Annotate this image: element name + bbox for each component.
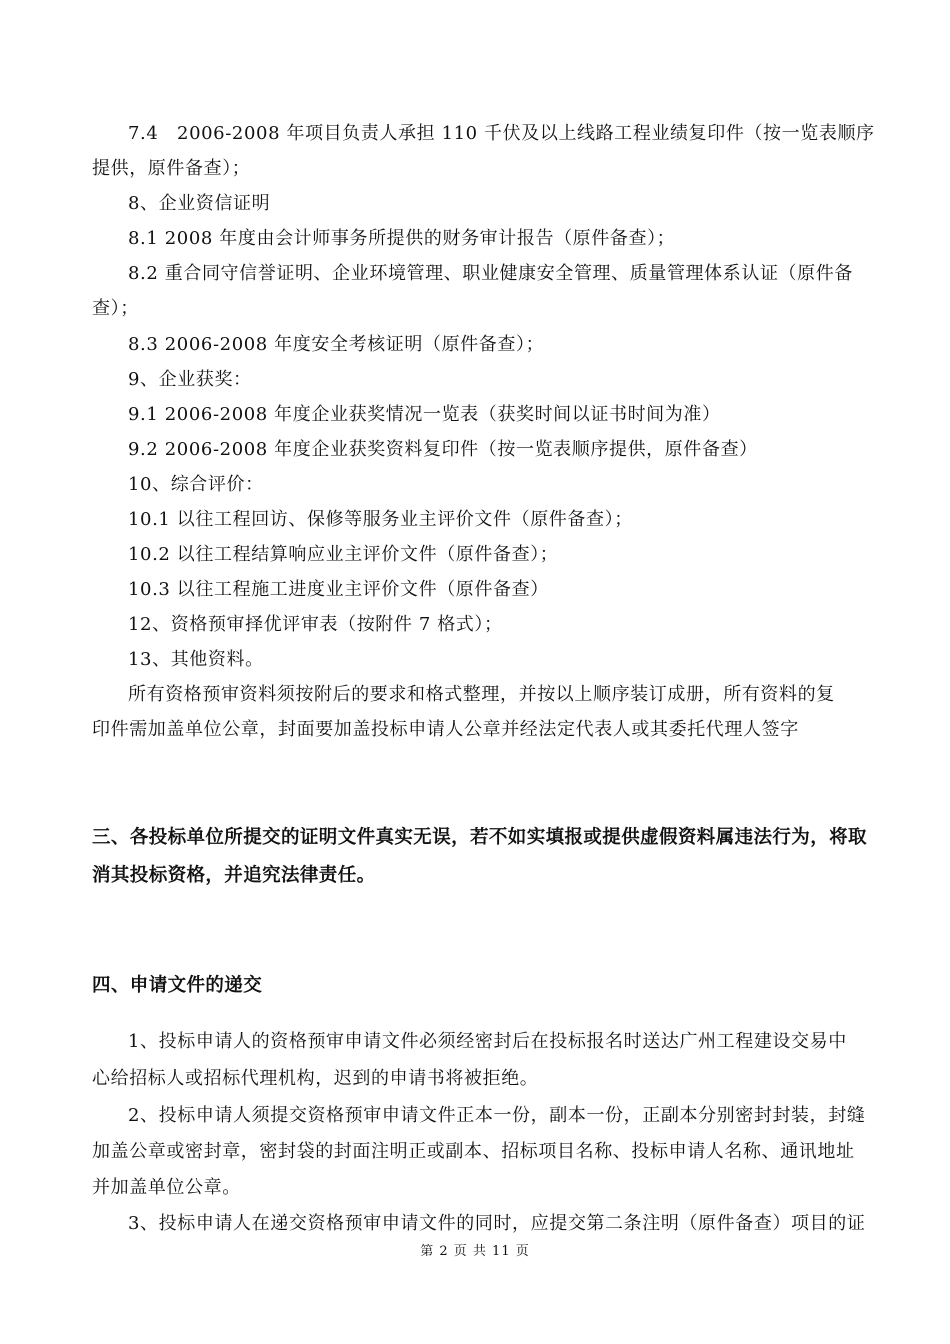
- item-10-3: 10.3 以往工程施工进度业主评价文件（原件备查）: [128, 579, 549, 600]
- item-9-2: 9.2 2006-2008 年度企业获奖资料复印件（按一览表顺序提供，原件备查）: [128, 439, 758, 460]
- page-number-footer: 第 2 页 共 11 页: [420, 1244, 530, 1259]
- item-8-2-line1: 8.2 重合同守信誉证明、企业环境管理、职业健康安全管理、质量管理体系认证（原件备: [128, 263, 853, 284]
- item-9-1: 9.1 2006-2008 年度企业获奖情况一览表（获奖时间以证书时间为准）: [128, 404, 721, 425]
- item-9: 9、企业获奖：: [128, 369, 252, 390]
- item-8-2-line2: 查）；: [92, 298, 139, 319]
- section4-heading: 四、申请文件的递交: [92, 975, 263, 996]
- item-10-2: 10.2 以往工程结算响应业主评价文件（原件备查）；: [128, 544, 559, 565]
- item-13: 13、其他资料。: [128, 649, 264, 670]
- item-8: 8、企业资信证明: [128, 193, 271, 214]
- section3-line1: 三、各投标单位所提交的证明文件真实无误，若不如实填报或提供虚假资料属违法行为，将取: [92, 827, 867, 848]
- item-8-3: 8.3 2006-2008 年度安全考核证明（原件备查）；: [128, 334, 545, 355]
- section4-item-2-line2: 加盖公章或密封章，密封袋的封面注明正或副本、招标项目名称、投标申请人名称、通讯地址: [92, 1141, 855, 1162]
- section4-item-2-line1: 2、投标申请人须提交资格预审申请文件正本一份，副本一份，正副本分别密封封装，封缝: [128, 1105, 866, 1126]
- section3-line2: 消其投标资格，并追究法律责任。: [92, 865, 376, 886]
- summary-line2: 印件需加盖单位公章，封面要加盖投标申请人公章并经法定代表人或其委托代理人签字: [92, 719, 799, 740]
- item-10: 10、综合评价：: [128, 474, 264, 495]
- section4-item-1-line2: 心给招标人或招标代理机构，迟到的申请书将被拒绝。: [92, 1068, 539, 1089]
- item-10-1: 10.1 以往工程回访、保修等服务业主评价文件（原件备查）；: [128, 509, 633, 530]
- section4-item-3-line1: 3、投标申请人在递交资格预审申请文件的同时，应提交第二条注明（原件备查）项目的证: [128, 1213, 866, 1234]
- item-8-1: 8.1 2008 年度由会计师事务所提供的财务审计报告（原件备查）；: [128, 228, 676, 249]
- section4-item-2-line3: 并加盖单位公章。: [92, 1177, 241, 1198]
- summary-line1: 所有资格预审资料须按附后的要求和格式整理，并按以上顺序装订成册，所有资料的复: [128, 684, 835, 705]
- section4-item-1-line1: 1、投标申请人的资格预审申请文件必须经密封后在投标报名时送达广州工程建设交易中: [128, 1031, 847, 1052]
- item-7-4-line2: 提供，原件备查）；: [92, 158, 251, 179]
- item-12: 12、资格预审择优评审表（按附件 7 格式）；: [128, 614, 503, 635]
- item-7-4-line1: 7.4 2006-2008 年项目负责人承担 110 千伏及以上线路工程业绩复印件（按一览表顺序: [128, 123, 875, 144]
